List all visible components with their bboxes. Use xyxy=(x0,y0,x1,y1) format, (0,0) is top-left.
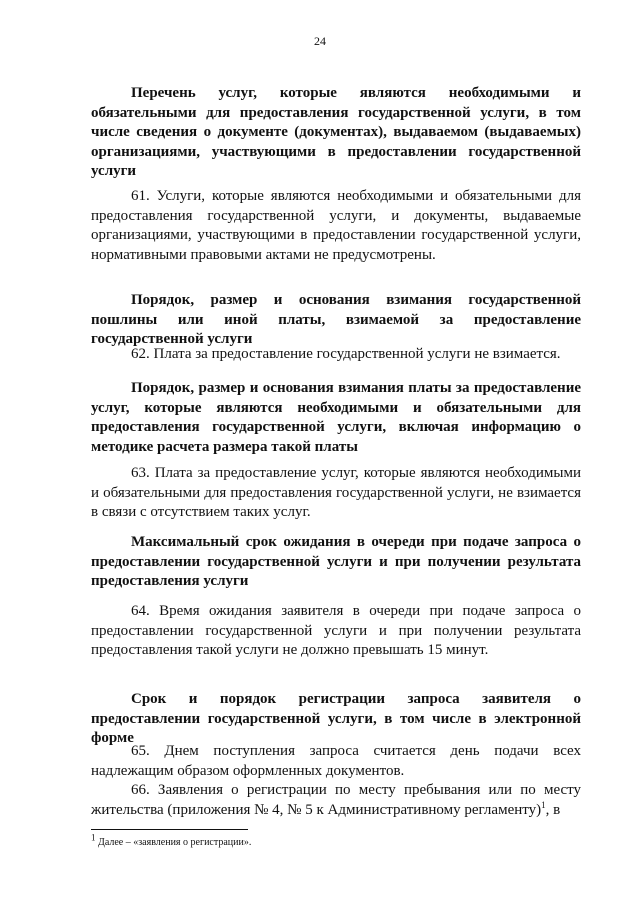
section-heading-services-list: Перечень услуг, которые являются необходимыми и обязательными для предоставления государственной услуги, в том числе сведения о документе (документах), выдаваемом (выдаваемых) организациями, участвующими в предоставлении государственной услуги xyxy=(91,85,581,180)
page-number: 24 xyxy=(314,34,326,48)
footnote-reference-marker: 1 xyxy=(541,799,546,810)
section-heading-fee-for-services: Порядок, размер и основания взимания платы за предоставление услуг, которые являются необходимыми и обязательными для предоставления государственной услуги, включая информацию о методике расчета размера такой платы xyxy=(91,380,581,455)
paragraph-66 xyxy=(91,781,581,820)
paragraph-65: 65. Днем поступления запроса считается день подачи всех надлежащим образом оформленных документов. xyxy=(91,743,581,779)
footnote-separator xyxy=(91,829,248,830)
paragraph-64: 64. Время ожидания заявителя в очереди при подаче запроса о предоставлении государственной услуги и при получении результата предоставления такой услуги не должно превышать 15 минут. xyxy=(91,603,581,659)
paragraph-62: 62. Плата за предоставление государственной услуги не взимается. xyxy=(131,346,561,362)
footnote xyxy=(91,832,581,849)
paragraph-66-text: 66. Заявления о регистрации по месту пребывания или по месту жительства (приложения № 4, № 5 к Административному регламенту) xyxy=(91,782,581,818)
paragraph-63: 63. Плата за предоставление услуг, которые являются необходимыми и обязательными для предоставления государственной услуги, не взимается в связи с отсутствием таких услуг. xyxy=(91,465,581,521)
paragraph-66-tail: , в xyxy=(545,801,561,818)
paragraph-61: 61. Услуги, которые являются необходимыми и обязательными для предоставления государственной услуги, и документы, выдаваемые организациями, участвующими в предоставлении государственной услуги, нормативными правовыми актами не предусмотрены. xyxy=(91,188,581,263)
footnote-marker: 1 xyxy=(91,832,96,843)
section-heading-registration: Срок и порядок регистрации запроса заявителя о предоставлении государственной услуги, в том числе в электронной форме xyxy=(91,691,581,747)
section-heading-queue-time: Максимальный срок ожидания в очереди при подаче запроса о предоставлении государственной услуги и при получении результата предоставления услуги xyxy=(91,534,581,590)
section-heading-state-fee: Порядок, размер и основания взимания государственной пошлины или иной платы, взимаемой за предоставление государственной услуги xyxy=(91,292,581,348)
footnote-text: Далее – «заявления о регистрации». xyxy=(95,837,252,848)
